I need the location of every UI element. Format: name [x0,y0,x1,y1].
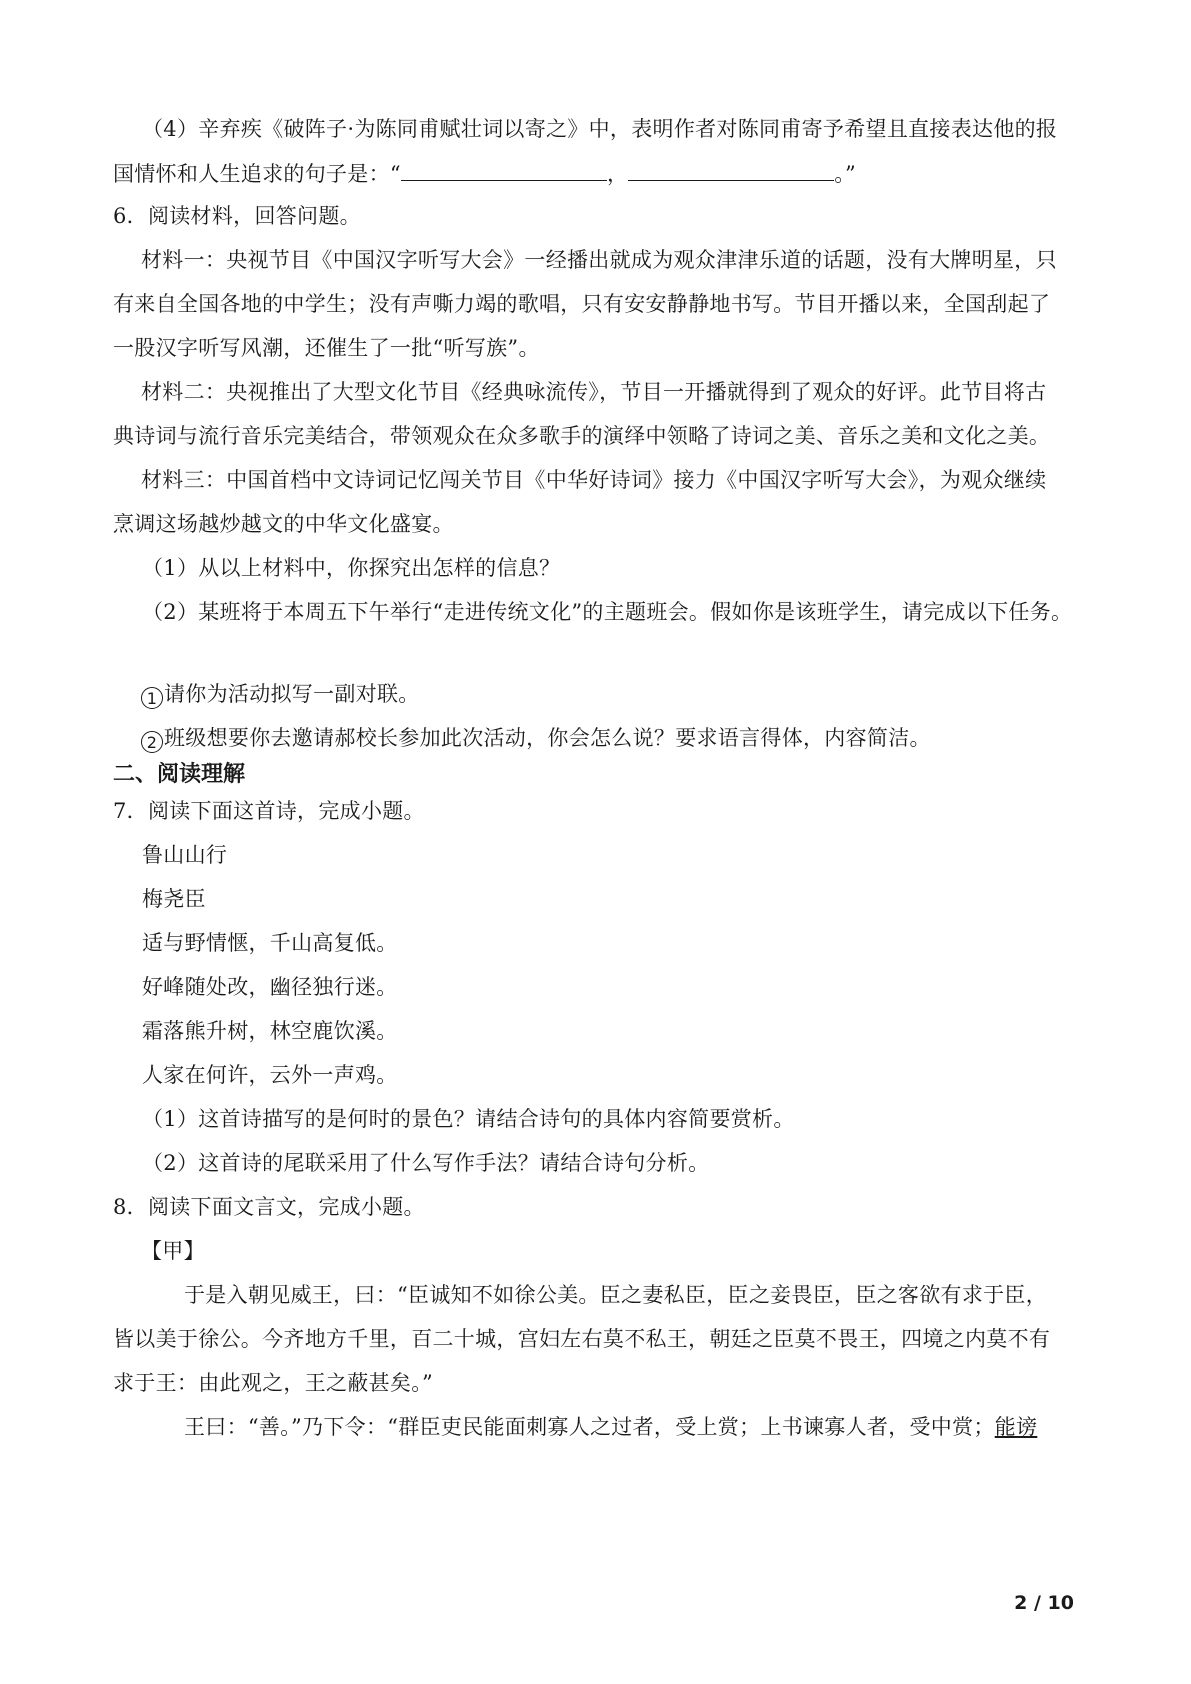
q6-sub2: （2）某班将于本周五下午举行“走进传统文化”的主题班会。假如你是该班学生，请完成以下任务。 [142,600,1073,624]
q6-sub1: （1）从以上材料中，你探究出怎样的信息？ [142,556,561,580]
q6-task2-text: 班级想要你去邀请郝校长参加此次活动，你会怎么说？要求语言得体，内容简洁。 [164,726,931,750]
q7-sub2: （2）这首诗的尾联采用了什么写作手法？请结合诗句分析。 [142,1151,710,1175]
q7-sub1: （1）这首诗描写的是何时的景色？请结合诗句的具体内容简要赏析。 [142,1107,795,1131]
poem-line: 人家在何许，云外一声鸡。 [142,1063,398,1087]
circled-number-2: 2 [141,731,163,753]
q8-para1-line3: 求于王：由此观之，王之蔽甚矣。” [113,1371,434,1395]
q8-para2-line1 [184,1412,1146,1442]
q6-material2-line1: 材料二：央视推出了大型文化节目《经典咏流传》，节目一开播就得到了观众的好评。此节目将古 [141,380,1047,404]
q8-para2-text: 王曰：“善。”乃下令：“群臣吏民能面刺寡人之过者，受上赏；上书谏寡人者，受中赏； [184,1415,995,1439]
q5-item4-line2 [113,158,1075,189]
poem-line: 适与野情惬，千山高复低。 [142,931,398,955]
poem-line: 霜落熊升树，林空鹿饮溪。 [142,1019,398,1043]
q6-material1-line3: 一股汉字听写风潮，还催生了一批“听写族”。 [113,336,540,360]
q6-material1-line2: 有来自全国各地的中学生；没有声嘶力竭的歌唱，只有安安静静地书写。节目开播以来，全国刮起了 [113,292,1051,316]
q5-item4-sep: ， [606,162,629,186]
q7-stem: 7．阅读下面这首诗，完成小题。 [113,799,425,823]
q8-para1-line1: 于是入朝见威王，曰：“臣诚知不如徐公美。臣之妻私臣，臣之妾畏臣，臣之客欲有求于臣， [184,1283,1048,1307]
poem-author: 梅尧臣 [142,887,206,911]
answer-blank-1[interactable] [401,158,607,181]
q6-material3-line1: 材料三：中国首档中文诗词记忆闯关节目《中华好诗词》接力《中国汉字听写大会》，为观众继续 [141,468,1047,492]
q8-stem: 8．阅读下面文言文，完成小题。 [113,1195,425,1219]
poem-title: 鲁山山行 [142,843,228,867]
q6-stem: 6．阅读材料，回答问题。 [113,204,361,228]
q6-task1 [141,679,1103,709]
q6-material1-line1: 材料一：央视节目《中国汉字听写大会》一经播出就成为观众津津乐道的话题，没有大牌明星，只 [141,248,1057,272]
section-heading: 二、阅读理解 [113,762,246,787]
q5-item4-line1: （4）辛弃疾《破阵子·为陈同甫赋壮词以寄之》中，表明作者对陈同甫寄予希望且直接表达他的报 [142,117,1058,141]
q6-task1-text: 请你为活动拟写一副对联。 [164,682,420,706]
q6-material2-line2: 典诗词与流行音乐完美结合，带领观众在众多歌手的演绎中领略了诗词之美、音乐之美和文化之美。 [113,424,1051,448]
q8-para1-line2: 皆以美于徐公。今齐地方千里，百二十城，宫妇左右莫不私王，朝廷之臣莫不畏王，四境之内莫不有 [113,1327,1051,1351]
poem-line: 好峰随处改，幽径独行迷。 [142,975,398,999]
q8-label-jia: 【甲】 [141,1239,205,1263]
q6-task2 [141,723,1103,753]
q5-item4-suffix: 。” [834,162,857,186]
circled-number-1: 1 [141,687,163,709]
answer-blank-2[interactable] [628,158,834,181]
page-number: 2 / 10 [1014,1592,1074,1614]
q6-material3-line2: 烹调这场越炒越文的中华文化盛宴。 [113,512,454,536]
q5-item4-prefix: 国情怀和人生追求的句子是：“ [113,162,401,186]
underlined-phrase: 能谤 [994,1415,1038,1439]
